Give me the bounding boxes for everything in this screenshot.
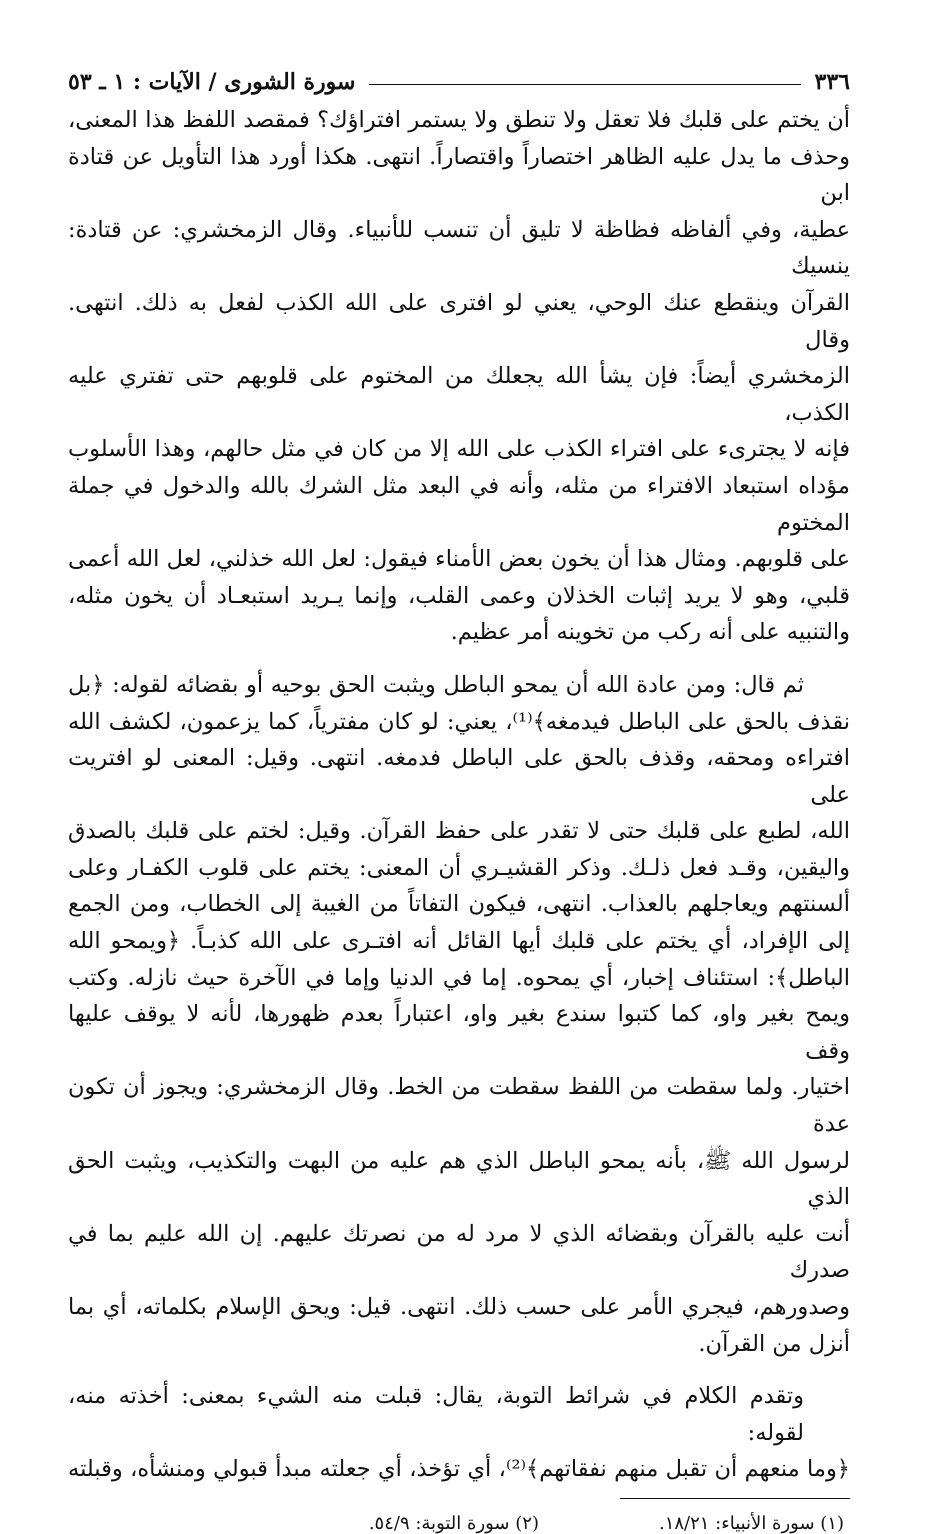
header-rule (369, 84, 800, 85)
text-line: أنزل من القرآن. (698, 1330, 850, 1357)
paragraph-2 (68, 667, 850, 1362)
text-line: وحذف ما يدل عليه الظاهر اختصاراً واقتصاراً. انتهى. هكذا أورد هذا التأويل عن قتادة ابن (68, 143, 850, 207)
text-line: ﴿وما منعهم أن تقبل منهم نفقاتهم﴾⁽²⁾، أي تؤخذ، أي جعلته مبدأ قبولي ومنشأه، وقبلته (68, 1456, 850, 1483)
text-line: ويمح بغير واو، كما كتبوا سندع بغير واو، اعتباراً بعدم ظهورها، لأنه لا يوقف عليها وقف (68, 1001, 850, 1064)
footnotes (68, 1513, 850, 1534)
text-line: لرسول الله ﷺ، بأنه يمحو الباطل الذي هم عليه من البهت والتكذيب، ويثبت الحق الذي (68, 1147, 850, 1211)
header-title: سورة الشورى / الآيات : ١ ـ ٥٣ (68, 69, 356, 95)
text-line: أن يختم على قلبك فلا تعقل ولا تنطق ولا يستمر افتراؤك؟ فمقصد اللفظ هذا المعنى، (68, 107, 850, 133)
text-line: الباطل﴾: استئناف إخبار، أي يمحوه. إما في الدنيا وإما في الآخرة حيث نازله. وكتب (68, 964, 850, 991)
text-line: اختيار. ولما سقطت من اللفظ سقطت من الخط. وقال الزمخشري: ويجوز أن تكون عدة (68, 1074, 850, 1138)
text-line: نقذف بالحق على الباطل فيدمغه﴾⁽¹⁾، يعني: لو كان مفترياً، كما يزعمون، لكشف الله (68, 708, 850, 735)
text-line: الزمخشري أيضاً: فإن يشأ الله يجعلك من المختوم على قلوبهم حتى تفتري عليه الكذب، (68, 363, 850, 426)
page (68, 62, 850, 1534)
text-line: عطية، وفي ألفاظه فظاظة لا تليق أن تنسب للأنبياء. وقال الزمخشري: عن قتادة: ينسيك (68, 216, 850, 280)
text-line: الله، لطبع على قلبك حتى لا تقدر على حفظ القرآن. وقيل: لختم على قلبك بالصدق (68, 818, 850, 845)
text-line: قلبي، وهو لا يريد إثبات الخذلان وعمى القلب، وإنما يـريد استبعـاد أن يخون مثله، (68, 582, 850, 609)
text-line: واليقين، وقـد فعل ذلـك. وذكر القشيـري أن المعنى: يختم على قلوب الكفـار وعلى (68, 854, 850, 881)
paragraph-1 (68, 102, 850, 651)
text-line: فإنه لا يجترىء على افتراء الكذب على الله إلا من كان في مثل حالهم، وهذا الأسلوب (68, 436, 850, 463)
text-line: والتنبيه على أنه ركب من تخوينه أمر عظيم. (450, 619, 850, 646)
text-line: ثم قال: ومن عادة الله أن يمحو الباطل ويثبت الحق بوحيه أو بقضائه لقوله: ﴿بل (68, 671, 804, 698)
text-line: أنت عليه بالقرآن وبقضائه الذي لا مرد له من نصرتك عليهم. إن الله عليم بما في صدرك (68, 1220, 850, 1284)
text-line: افتراءه ومحقه، وقذف بالحق على الباطل فدمغه. انتهى. وقيل: المعنى لو افتريت على (68, 745, 850, 808)
footnote-1: (١) سورة الأنبياء: ١٨/٢١. (658, 1512, 844, 1534)
text-line: ألسنتهم ويعاجلهم بالعذاب. انتهى، فيكون التفاتاً من الغيبة إلى الخطاب، ومن الجمع (68, 891, 850, 918)
text-line: إلى الإفراد، أي يختم على قلبك أيها القائل أنه افتـرى على الله كذبـاً. ﴿ويمحو الله (68, 928, 850, 955)
text-line: وتقدم الكلام في شرائط التوبة، يقال: قبلت منه الشيء بمعنى: أخذته منه، لقوله: (68, 1383, 804, 1446)
text-line: مؤداه استبعاد الافتراء من مثله، وأنه في البعد مثل الشرك بالله والدخول في جملة المختوم (68, 472, 850, 536)
text-line: وصدورهم، فيجري الأمر على حسب ذلك. انتهى. قيل: ويحق الإسلام بكلماته، أي بما (68, 1294, 850, 1320)
footnote-rule (620, 1498, 850, 1499)
paragraph-3 (68, 1378, 850, 1488)
running-head (68, 62, 850, 102)
text-line: على قلوبهم. ومثال هذا أن يخون بعض الأمناء فيقول: لعل الله خذلني، لعل الله أعمى (68, 546, 850, 573)
page-number: ٣٣٦ (814, 69, 850, 95)
footnote-2: (٢) سورة التوبة: ٥٤/٩. (368, 1512, 539, 1534)
text-line: القرآن وينقطع عنك الوحي، يعني لو افترى على الله الكذب لفعل به ذلك. انتهى. وقال (68, 289, 850, 353)
